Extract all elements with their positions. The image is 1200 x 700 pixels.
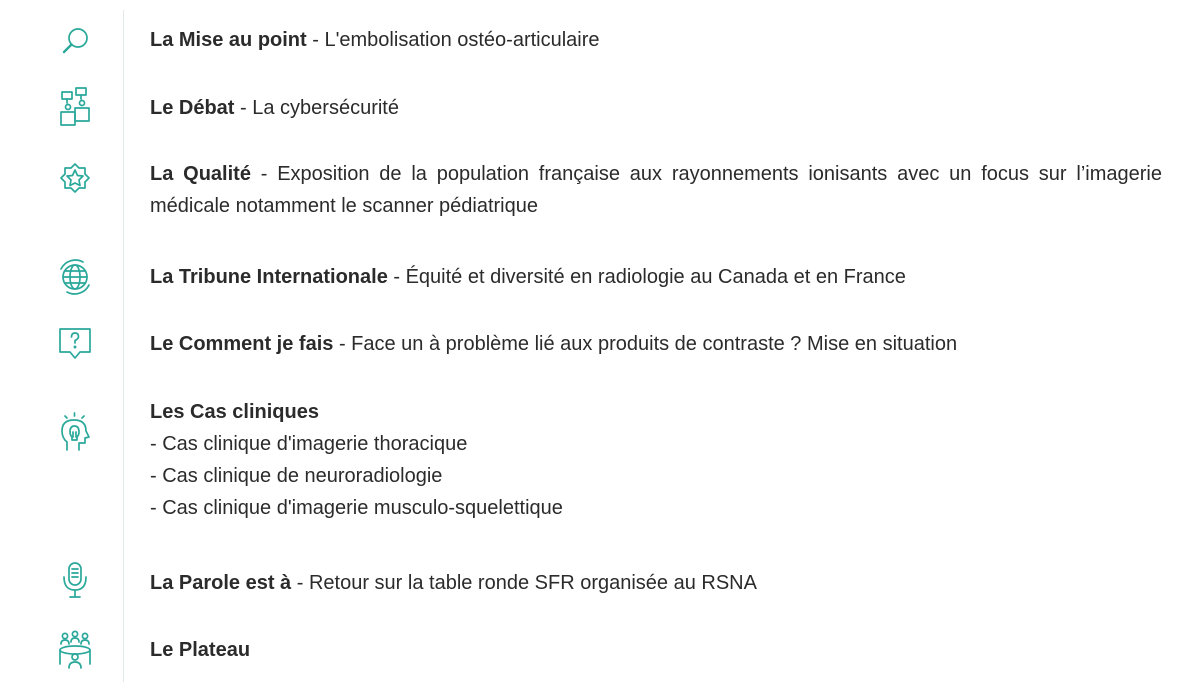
item-description: - Retour sur la table ronde SFR organisée au RSNA: [291, 572, 757, 594]
item-title: La Tribune Internationale: [150, 266, 388, 288]
item-title: La Parole est à: [150, 572, 292, 594]
sub-item: - Cas clinique d'imagerie musculo-squelettique: [150, 497, 563, 519]
globe-icon: [50, 255, 100, 299]
item-description: - La cybersécurité: [234, 97, 399, 119]
program-item-text: [150, 567, 1162, 599]
item-title: Les Cas cliniques: [150, 401, 319, 423]
item-title: La Qualité: [150, 163, 251, 185]
item-title: Le Plateau: [150, 639, 251, 661]
program-item-text: [150, 158, 1162, 222]
sub-item: - Cas clinique de neuroradiologie: [150, 465, 443, 487]
magnifier-icon: [50, 20, 100, 64]
item-description: - Équité et diversité en radiologie au Canada et en France: [387, 266, 906, 288]
idea-head-icon: [50, 410, 100, 454]
question-bubble-icon: [50, 322, 100, 366]
sub-item: - Cas clinique d'imagerie thoracique: [150, 433, 468, 455]
program-item-text: [150, 328, 1162, 360]
vertical-divider: [123, 10, 124, 682]
microphone-icon: [50, 559, 100, 603]
program-item-text: [150, 24, 1162, 56]
item-title: Le Débat: [150, 97, 235, 119]
program-item-text: [150, 92, 1162, 124]
item-title: Le Comment je fais: [150, 333, 334, 355]
item-title: La Mise au point: [150, 29, 307, 51]
debate-podium-icon: [50, 86, 100, 130]
program-item-text: [150, 634, 1162, 666]
program-item-text: [150, 396, 1162, 524]
program-item-text: [150, 261, 1162, 293]
item-description: - L'embolisation ostéo-articulaire: [306, 29, 600, 51]
item-description: - Face un à problème lié aux produits de contraste ? Mise en situation: [333, 333, 958, 355]
round-table-icon: [50, 628, 100, 672]
item-description: - Exposition de la population française aux rayonnements ionisants avec un focus sur l’imagerie médicale notamment le scanner pédiatrique: [150, 163, 1162, 217]
quality-badge-icon: [50, 156, 100, 200]
